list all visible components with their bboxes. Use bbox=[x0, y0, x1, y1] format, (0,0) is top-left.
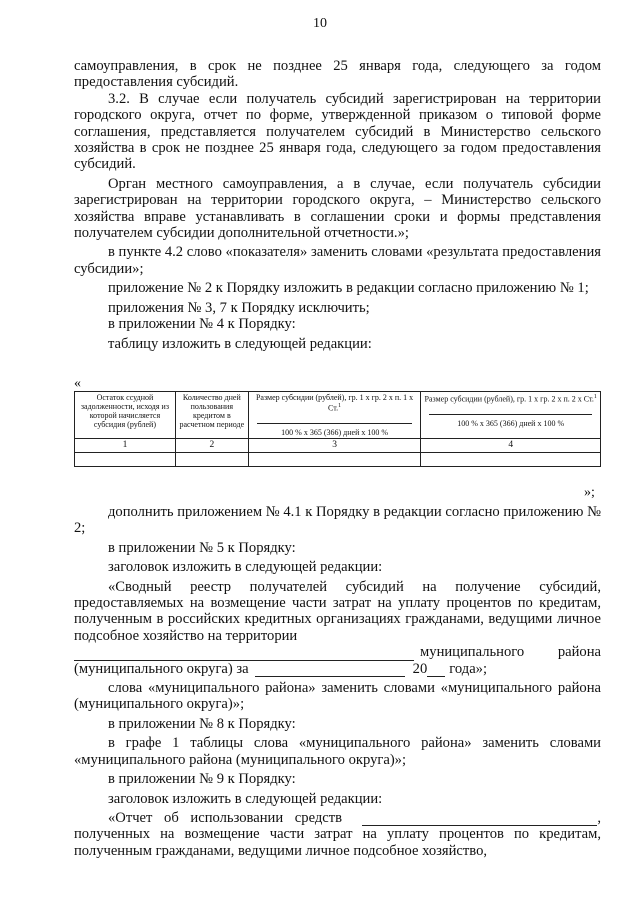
blank-field bbox=[74, 648, 414, 661]
close-quote: »; bbox=[584, 485, 595, 500]
municipal-line bbox=[74, 644, 601, 660]
paragraph: приложения № 3, 7 к Порядку исключить; bbox=[108, 299, 370, 316]
table-header-cell: Количество дней пользования кредитом в расчетном периоде bbox=[175, 392, 248, 439]
table-number-row bbox=[75, 438, 601, 452]
blank-field bbox=[362, 813, 597, 826]
paragraph: таблицу изложить в следующей редакции: bbox=[108, 335, 372, 352]
table-header-cell: Размер субсидии (рублей), гр. 1 x гр. 2 x п. 2 x Ст.$^1$ 100 % x 365 (366) дней x 100 % bbox=[421, 392, 601, 439]
period-line: (муниципального округа) за 20 года»; bbox=[74, 660, 488, 677]
paragraph: 3.2. В случае если получатель субсидий зарегистрирован на территории городского округа, отчет по форме, утвержденной приказом о типовой форме соглашения, представляется получателем субсидий в Министерство сельского хозяйства в срок не позднее 25 января года, следующего за годом предоставления субсидий. bbox=[74, 90, 601, 173]
fraction-line bbox=[429, 414, 592, 415]
blank-field bbox=[427, 664, 445, 677]
blank-field bbox=[255, 664, 405, 677]
paragraph: в пункте 4.2 слово «показателя» заменить словами «результата предоставления субсидии»; bbox=[74, 244, 601, 277]
table-header-cell: Размер субсидии (рублей), гр. 1 x гр. 2 x п. 1 x Ст.$^1$ 100 % x 365 (366) дней x 100 % bbox=[248, 392, 421, 439]
table-cell: 4 bbox=[421, 438, 601, 452]
subsidy-table bbox=[74, 391, 601, 467]
paragraph: Орган местного самоуправления, а в случае, если получатель субсидии зарегистрирован на территории городского округа, – Министерство сельского хозяйства вправе устанавливать в соглашении сроки и формы представления получателем субсидии дополнительной отчетности.»; bbox=[74, 175, 601, 242]
paragraph: в приложении № 9 к Порядку: bbox=[108, 771, 296, 788]
paragraph: «Сводный реестр получателей субсидий на получение субсидий, предоставляемых на возмещение части затрат на уплату процентов по кредитам, полученным в российских кредитных организациях гражданами, ведущими личное подсобное хозяйство на территории bbox=[74, 578, 601, 644]
paragraph: заголовок изложить в следующей редакции: bbox=[108, 790, 383, 807]
paragraph: в приложении № 5 к Порядку: bbox=[108, 539, 296, 556]
municipal-label: муниципального района bbox=[420, 644, 601, 661]
formula-denominator: 100 % x 365 (366) дней x 100 % bbox=[457, 418, 565, 428]
report-title-line: «Отчет об использовании средств , bbox=[108, 809, 601, 826]
fraction-line bbox=[257, 423, 413, 424]
paragraph: заголовок изложить в следующей редакции: bbox=[108, 559, 383, 576]
paragraph: в приложении № 4 к Порядку: bbox=[108, 316, 296, 333]
paragraph: дополнить приложением № 4.1 к Порядку в редакции согласно приложению № 2; bbox=[74, 504, 601, 537]
table-header-row bbox=[75, 392, 601, 439]
paragraph: самоуправления, в срок не позднее 25 января года, следующего за годом предоставления субсидий. bbox=[74, 58, 601, 91]
table-empty-row bbox=[75, 452, 601, 466]
formula-denominator: 100 % x 365 (366) дней x 100 % bbox=[281, 427, 389, 437]
table-cell: 2 bbox=[175, 438, 248, 452]
open-quote: « bbox=[74, 376, 81, 391]
text-block-middle bbox=[74, 504, 601, 859]
table-cell: 3 bbox=[248, 438, 421, 452]
paragraph: приложение № 2 к Порядку изложить в редакции согласно приложению № 1; bbox=[108, 280, 589, 297]
paragraph: слова «муниципального района» заменить словами «муниципального района (муниципального округа)»; bbox=[74, 680, 601, 713]
page-number: 10 bbox=[313, 16, 327, 31]
table-header-cell: Остаток ссудной задолженности, исходя из которой начисляется субсидия (рублей) bbox=[75, 392, 176, 439]
paragraph: полученных на возмещение части затрат на уплату процентов по кредитам, полученным гражданами, ведущими личное подсобное хозяйство, bbox=[74, 826, 601, 859]
text-block-top bbox=[74, 58, 601, 352]
table-cell: 1 bbox=[75, 438, 176, 452]
paragraph: в графе 1 таблицы слова «муниципального района» заменить словами «муниципального района (муниципального округа)»; bbox=[74, 735, 601, 768]
paragraph: в приложении № 8 к Порядку: bbox=[108, 715, 296, 732]
